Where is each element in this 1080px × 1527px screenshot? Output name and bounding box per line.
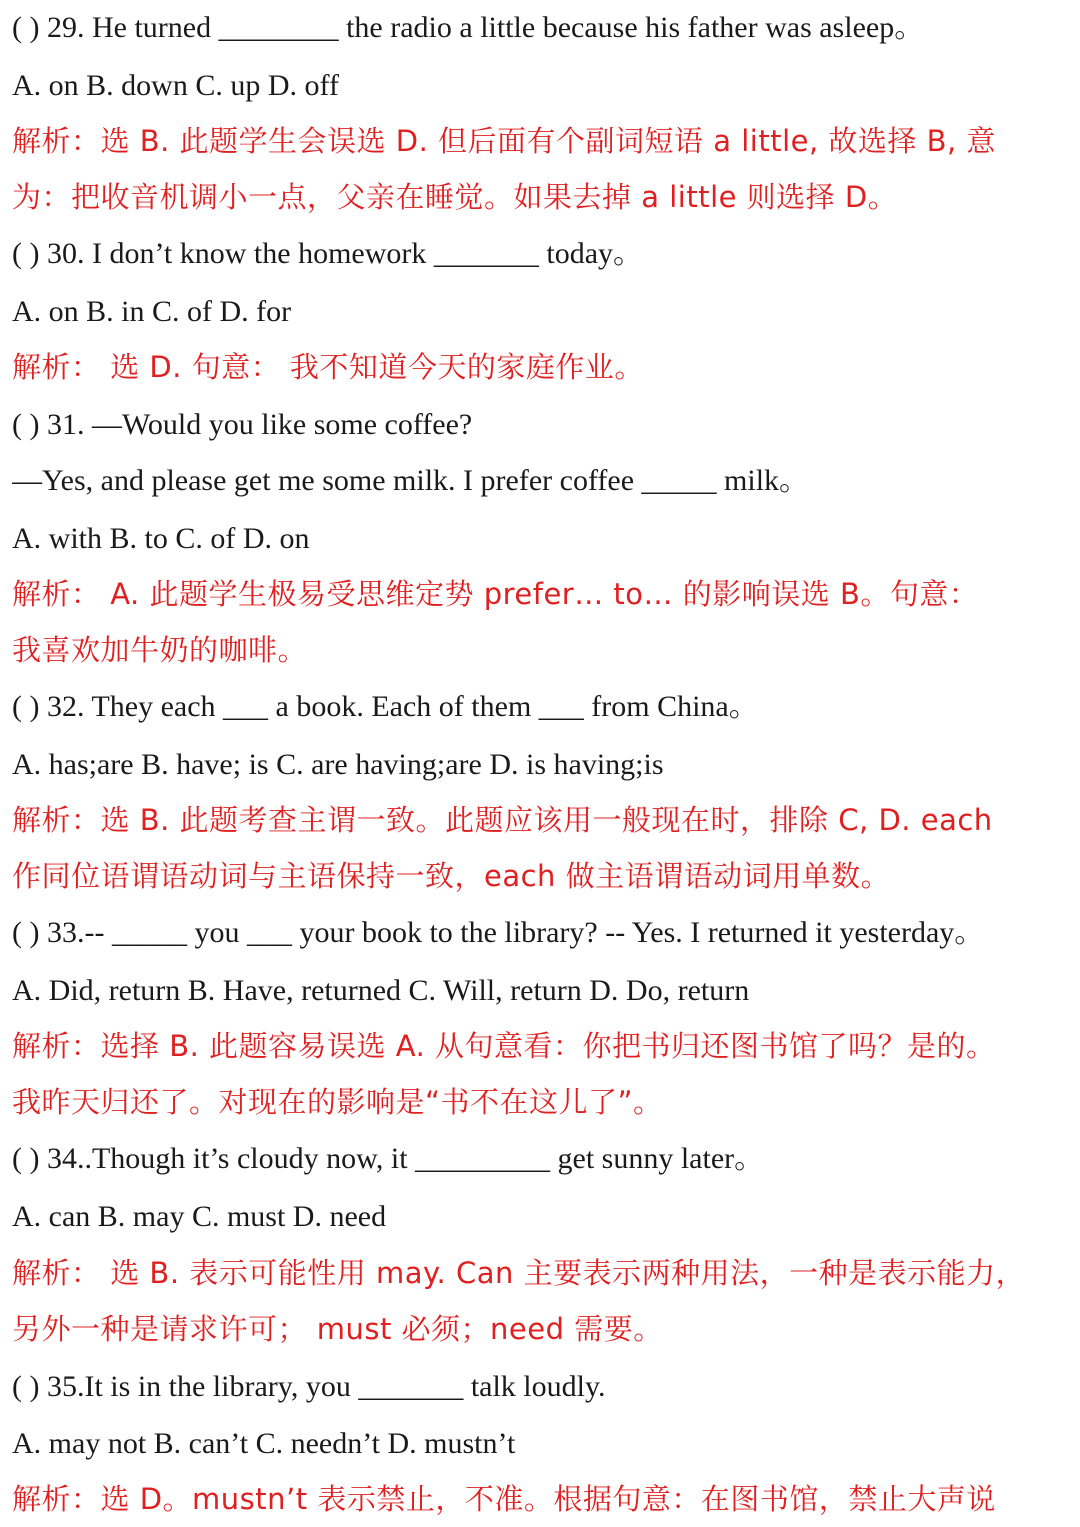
options-33: A. Did, return B. Have, returned C. Will, return D. Do, return (12, 974, 750, 1007)
question-34: ( ) 34..Though it’s cloudy now, it _________ get sunny later。 (12, 1142, 765, 1175)
question-29: ( ) 29. He turned ________ the radio a little because his father was asleep。 (12, 11, 925, 44)
options-29: A. on B. down C. up D. off (12, 69, 339, 102)
question-35: ( ) 35.It is in the library, you _______ talk loudly. (12, 1370, 606, 1403)
question-31: ( ) 31. —Would you like some coffee? (12, 408, 473, 441)
analysis-32-line-2: 作同位语谓语动词与主语保持一致，each 做主语谓语动词用单数。 (12, 859, 891, 893)
question-32: ( ) 32. They each ___ a book. Each of them ___ from China。 (12, 690, 759, 723)
options-34: A. can B. may C. must D. need (12, 1200, 387, 1233)
question-33: ( ) 33.-- _____ you ___ your book to the library? -- Yes. I returned it yesterday。 (12, 916, 985, 949)
analysis-34-line-1: 解析： 选 B. 表示可能性用 may. Can 主要表示两种用法，一种是表示能力， (12, 1256, 1026, 1290)
options-31: A. with B. to C. of D. on (12, 522, 310, 555)
analysis-31-line-2: 我喜欢加牛奶的咖啡。 (12, 633, 308, 667)
analysis-30-line-1: 解析： 选 D. 句意： 我不知道今天的家庭作业。 (12, 350, 644, 384)
analysis-29-line-1: 解析：选 B. 此题学生会误选 D. 但后面有个副词短语 a little, 故选择 B, 意 (12, 124, 996, 158)
options-32: A. has;are B. have; is C. are having;are D. is having;is (12, 748, 664, 781)
analysis-32-line-1: 解析：选 B. 此题考查主谓一致。此题应该用一般现在时，排除 C, D. each (12, 803, 993, 837)
analysis-35-line-1: 解析：选 D。mustn’t 表示禁止，不准。根据句意：在图书馆，禁止大声说 (12, 1482, 996, 1516)
analysis-31-line-1: 解析： A. 此题学生极易受思维定势 prefer… to… 的影响误选 B。句意： (12, 577, 979, 611)
analysis-33-line-1: 解析：选择 B. 此题容易误选 A. 从句意看：你把书归还图书馆了吗？是的。 (12, 1029, 996, 1063)
analysis-29-line-2: 为：把收音机调小一点，父亲在睡觉。如果去掉 a little 则选择 D。 (12, 180, 898, 214)
options-30: A. on B. in C. of D. for (12, 295, 292, 328)
options-35: A. may not B. can’t C. needn’t D. mustn’t (12, 1427, 516, 1460)
analysis-33-line-2: 我昨天归还了。对现在的影响是“书不在这儿了”。 (12, 1085, 663, 1119)
question-30: ( ) 30. I don’t know the homework _______ today。 (12, 237, 644, 270)
question-31-reply: —Yes, and please get me some milk. I prefer coffee _____ milk。 (12, 464, 810, 497)
analysis-34-line-2: 另外一种是请求许可； must 必须；need 需要。 (12, 1312, 663, 1346)
